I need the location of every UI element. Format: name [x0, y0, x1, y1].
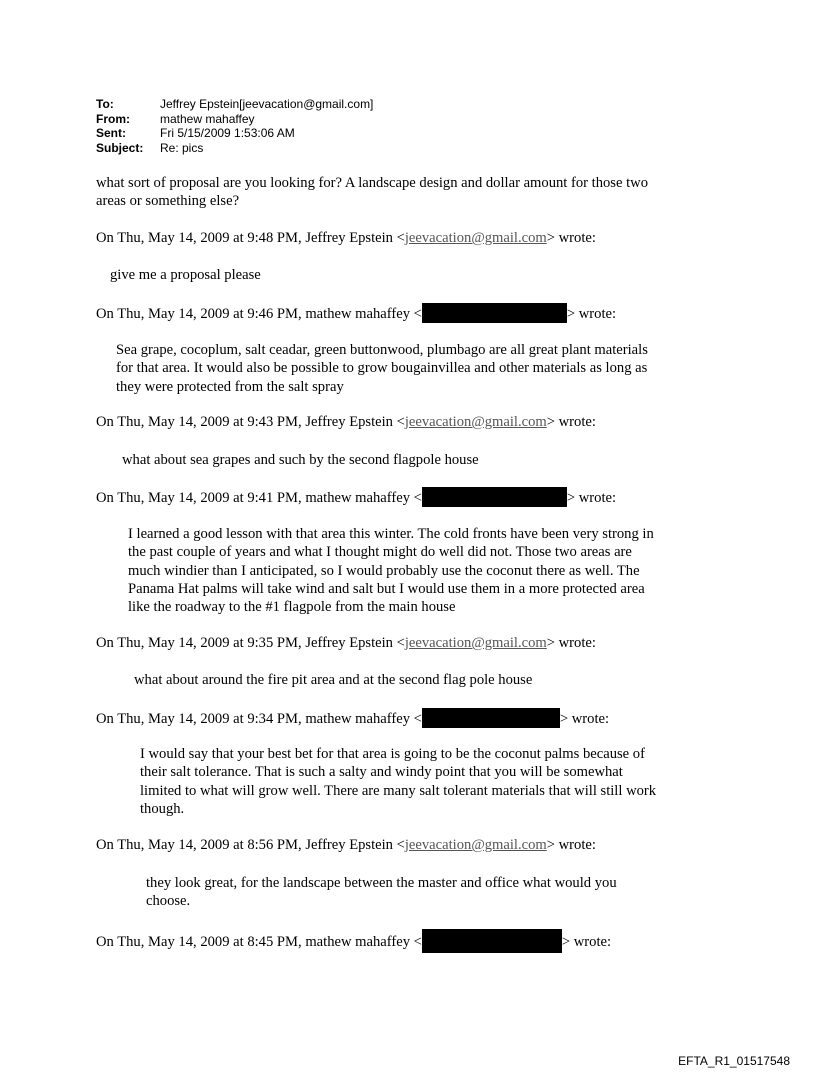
email-link[interactable]: jeevacation@gmail.com	[404, 414, 547, 430]
body-line: they look great, for the landscape between the master and office what would you	[146, 875, 617, 891]
body-line: like the roadway to the #1 flagpole from the main house	[128, 599, 456, 616]
attribution-suffix: > wrote:	[546, 635, 596, 651]
quote-attribution-6	[96, 708, 609, 728]
body-line: limited to what will grow well. There are many salt tolerant materials that will still work	[140, 782, 657, 799]
attribution-text: On Thu, May 14, 2009 at 9:41 PM, mathew mahaffey <	[96, 490, 422, 506]
body-line: they were protected from the salt spray	[116, 378, 344, 395]
from-value: mathew mahaffey	[160, 111, 255, 126]
to-label: To:	[96, 97, 114, 111]
body-line: much windier than I anticipated, so I would probably use the coconut there as well. The	[128, 562, 640, 579]
message-body-1	[96, 174, 648, 211]
body-line: what about around the fire pit area and at the second flag pole house	[134, 672, 533, 688]
sent-row	[96, 126, 373, 141]
to-row	[96, 97, 373, 112]
email-link[interactable]: jeevacation@gmail.com	[404, 230, 547, 246]
body-line: Panama Hat palms will take wind and salt but I would use them in a more protected area	[128, 580, 645, 597]
body-line: areas or something else?	[96, 193, 240, 210]
document-id: EFTA_R1_01517548	[678, 1054, 790, 1068]
quote-attribution-8	[96, 929, 611, 953]
body-line: Sea grape, cocoplum, salt ceadar, green buttonwood, plumbago are all great plant materials	[116, 342, 648, 358]
attribution-suffix: > wrote:	[566, 306, 617, 322]
quote-attribution-5	[96, 634, 596, 652]
message-body-4	[122, 451, 479, 469]
sent-label: Sent:	[96, 126, 126, 140]
body-line: choose.	[146, 893, 191, 910]
redaction-block	[422, 708, 560, 728]
quote-attribution-2	[96, 303, 616, 323]
attribution-suffix: > wrote:	[546, 414, 596, 430]
from-row	[96, 112, 373, 127]
body-line: I would say that your best bet for that area is going to be the coconut palms because of	[140, 746, 645, 762]
email-header	[96, 97, 373, 155]
body-line: what about sea grapes and such by the second flagpole house	[122, 452, 479, 468]
to-value: Jeffrey Epstein[jeevacation@gmail.com]	[160, 97, 374, 111]
message-body-8	[146, 874, 617, 911]
attribution-text: On Thu, May 14, 2009 at 9:46 PM, mathew mahaffey <	[96, 306, 422, 322]
attribution-text: On Thu, May 14, 2009 at 9:43 PM, Jeffrey Epstein <	[96, 414, 405, 430]
redaction-block	[422, 929, 562, 953]
body-line: the past couple of years and what I thought might do well did not. Those two areas are	[128, 544, 632, 561]
body-line: though.	[140, 800, 185, 817]
redaction-block	[422, 487, 567, 507]
quote-attribution-1	[96, 229, 596, 247]
subject-value: Re: pics	[160, 140, 204, 155]
quote-attribution-3	[96, 413, 596, 431]
body-line: their salt tolerance. That is such a salty and windy point that you will be somewhat	[140, 764, 623, 781]
body-line: give me a proposal please	[110, 267, 261, 283]
subject-label: Subject:	[96, 140, 144, 155]
sent-value: Fri 5/15/2009 1:53:06 AM	[160, 126, 295, 140]
attribution-text: On Thu, May 14, 2009 at 9:34 PM, mathew mahaffey <	[96, 711, 422, 727]
body-line: I learned a good lesson with that area this winter. The cold fronts have been very strong in	[128, 526, 654, 542]
message-body-3	[116, 341, 648, 396]
quote-attribution-4	[96, 487, 616, 507]
attribution-suffix: > wrote:	[546, 230, 596, 246]
message-body-5	[128, 525, 654, 616]
attribution-suffix: > wrote:	[561, 934, 612, 950]
redaction-block	[422, 303, 567, 323]
email-link[interactable]: jeevacation@gmail.com	[404, 635, 547, 651]
attribution-suffix: > wrote:	[546, 837, 596, 853]
quote-attribution-7	[96, 836, 596, 854]
message-body-2	[110, 266, 261, 284]
attribution-text: On Thu, May 14, 2009 at 9:48 PM, Jeffrey Epstein <	[96, 230, 405, 246]
body-line: for that area. It would also be possible to grow bougainvillea and other materials as long as	[116, 360, 648, 377]
attribution-suffix: > wrote:	[559, 711, 610, 727]
email-link[interactable]: jeevacation@gmail.com	[404, 837, 547, 853]
message-body-6	[134, 671, 532, 689]
subject-row	[96, 141, 373, 156]
body-line: what sort of proposal are you looking for? A landscape design and dollar amount for those two	[96, 175, 649, 191]
attribution-text: On Thu, May 14, 2009 at 9:35 PM, Jeffrey Epstein <	[96, 635, 405, 651]
message-body-7	[140, 745, 656, 818]
from-label: From:	[96, 111, 130, 126]
attribution-text: On Thu, May 14, 2009 at 8:56 PM, Jeffrey Epstein <	[96, 837, 405, 853]
attribution-suffix: > wrote:	[566, 490, 617, 506]
attribution-text: On Thu, May 14, 2009 at 8:45 PM, mathew mahaffey <	[96, 934, 422, 950]
